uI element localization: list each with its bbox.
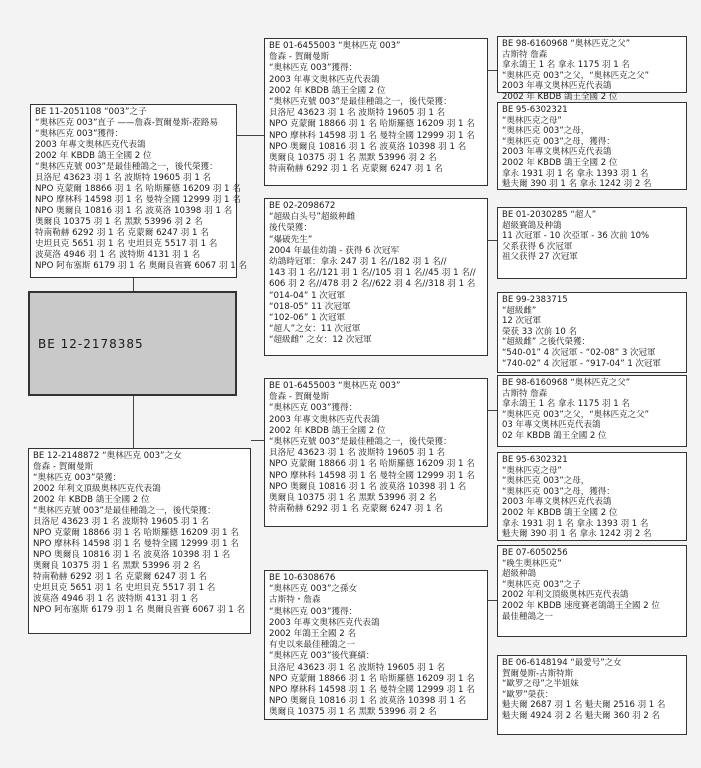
pedigree-text-line: NPO 奥爾良 10816 羽 1 名 波莫洛 10398 羽 1 名 — [269, 696, 467, 707]
ring-number-line: BE 01-2030285 “超人” — [502, 210, 597, 220]
pedigree-text-line: “奥林匹克 003”直子 ——詹森-賀爾曼斯-蒞路易 — [35, 118, 219, 128]
ring-number-line: BE 07-6050256 — [502, 548, 568, 558]
great-grandparent-card-4[interactable] — [497, 292, 687, 373]
pedigree-text-line: 拿永鴿王 1 名 拿永 1175 羽 1 名 — [502, 399, 630, 410]
ring-number-line: BE 98-6160968 “奥林匹克之父” — [502, 378, 631, 388]
ring-number-line: BE 11-2051108 “003”之子 — [35, 107, 147, 117]
pedigree-text-line: “740-02” 4 次冠軍 - “917-04” 1 次冠軍 — [502, 358, 661, 369]
pedigree-text-line: 02 年 KBDB 鴿王全國 2 位 — [502, 430, 607, 441]
great-grandparent-card-7[interactable] — [497, 545, 687, 637]
pedigree-text-line: 奥爾良 10375 羽 1 名 黑默 53996 羽 2 名 — [269, 493, 437, 504]
ring-number-line: BE 95-6302321 — [502, 105, 568, 115]
pedigree-text-line: “奥林匹克號 003”是最佳種鴿之一，後代榮獲： — [35, 162, 218, 172]
pedigree-text-line: “晚生奥林匹克” — [502, 558, 562, 569]
pedigree-text-line: “超級白头号”超級种雌 — [269, 212, 356, 223]
pedigree-text-line: NPO 克蒙爾 18866 羽 1 名 哈斯羅德 16209 羽 1 名 — [35, 184, 241, 194]
ring-number-line: BE 12-2148872 “奥林匹克 003”之女 — [33, 451, 182, 461]
pedigree-text-line: 143 羽 1 名//121 羽 1 名//105 羽 1 名//45 羽 1 名// — [269, 268, 476, 279]
pedigree-text-line: “奥林匹克號 003”是最佳種鴿之一，後代榮獲： — [269, 97, 452, 108]
pedigree-text-line: 貝洛尼 43623 羽 1 名 波斯特 19605 羽 1 名 — [269, 108, 446, 119]
pedigree-text-line: NPO 克蒙爾 18866 羽 1 名 哈斯羅德 16209 羽 1 名 — [269, 673, 475, 684]
connector-line — [488, 70, 497, 71]
pedigree-text-line: “爆破先生” — [269, 234, 313, 245]
pedigree-text-line: 2002 年 KBDB 鴿王全國 2 位 — [33, 495, 150, 505]
pedigree-text-line: 史坦貝克 5651 羽 1 名 史坦貝克 5517 羽 1 名 — [33, 583, 216, 593]
pedigree-text-line: 父系获得 6 次冠軍 — [502, 241, 573, 252]
pedigree-text-line: 03 年專文奥林匹克代表鴿 — [502, 420, 601, 431]
pedigree-text-line: 超級种鴿 — [502, 569, 537, 580]
pedigree-text-line: 特南勒赫 6292 羽 1 名 克蒙爾 6247 羽 1 名 — [35, 228, 209, 238]
paternal-granddam-card[interactable] — [264, 198, 488, 356]
pedigree-text-line: 最佳種鴿之一 — [502, 611, 554, 622]
pedigree-text-line: “540-01” 4 次冠軍 - “02-08” 3 次冠軍 — [502, 347, 656, 358]
maternal-grandsire-card[interactable] — [264, 378, 488, 527]
pedigree-text-line: 古斯特 詹森 — [502, 49, 548, 60]
pedigree-text-line: 2002 年 KBDB 鴿王全國 2 位 — [502, 507, 618, 518]
ring-number-line: BE 10-6308676 — [269, 573, 336, 583]
pedigree-text-line: 奥爾良 10375 羽 1 名 黑默 53996 羽 2 名 — [35, 217, 203, 227]
pedigree-text-line: 貝洛尼 43623 羽 1 名 波斯特 19605 羽 1 名 — [35, 173, 212, 183]
pedigree-text-line: “奥林匹克 003”之母，獲得： — [502, 136, 615, 147]
pedigree-text-line: 拿永 1931 羽 1 名 拿永 1393 羽 1 名 — [502, 168, 649, 179]
pedigree-text-line: 2004 年最佳幼鴿 - 获得 6 次冠军 — [269, 245, 400, 256]
pedigree-text-line: 2003 年專文奥林匹克代表鴿 — [269, 74, 380, 85]
pedigree-text-line: NPO 摩林科 14598 羽 1 名 曼特全國 12999 羽 1 名 — [269, 470, 475, 481]
pedigree-text-line: “超級雌” 之女：12 次冠軍 — [269, 335, 372, 346]
pedigree-text-line: NPO 摩林科 14598 羽 1 名 曼特全國 12999 羽 1 名 — [33, 539, 239, 549]
pedigree-text-line: “奥林匹克 003”之母，獲得： — [502, 486, 615, 497]
pedigree-text-line: 史坦貝克 5651 羽 1 名 史坦貝克 5517 羽 1 名 — [35, 239, 218, 249]
pedigree-text-line: “奥林匹克 003”後代賽績： — [269, 651, 375, 662]
pedigree-text-line: 詹森 - 賀爾曼斯 — [269, 392, 330, 403]
pedigree-text-line: NPO 奥爾良 10816 羽 1 名 波莫洛 10398 羽 1 名 — [269, 481, 467, 492]
pedigree-text-line: 2002 年鴿王全國 2 名 — [269, 629, 357, 640]
pedigree-text-line: NPO 摩林科 14598 羽 1 名 曼特全國 12999 羽 1 名 — [269, 685, 475, 696]
paternal-grandsire-card[interactable] — [264, 38, 488, 186]
pedigree-text-line: 2002 年 KBDB 鴿王全國 2 位 — [502, 157, 618, 168]
connector-line — [488, 600, 497, 601]
pedigree-text-line: NPO 克蒙爾 18866 羽 1 名 哈斯羅德 16209 羽 1 名 — [269, 119, 475, 130]
pedigree-text-line: “奥林匹克 003”獲得： — [269, 403, 358, 414]
pedigree-text-line: “奥林匹克 003”獲得： — [269, 606, 358, 617]
pedigree-text-line: NPO 奥爾良 10816 羽 1 名 波莫洛 10398 羽 1 名 — [33, 550, 231, 560]
pedigree-text-line: 魁夫爾 390 羽 1 名 拿永 1242 羽 2 名 — [502, 179, 652, 190]
pedigree-text-line: “奥林匹克 003”之母， — [502, 476, 590, 487]
pedigree-text-line: 2002 年 KBDB 鴿王全國 2 位 — [35, 151, 152, 161]
pedigree-text-line: “奥林匹克 003”之子 — [502, 579, 581, 590]
pedigree-text-line: 貝洛尼 43623 羽 1 名 波斯特 19605 羽 1 名 — [269, 662, 446, 673]
pedigree-text-line: 幼鴿時冠軍：拿永 247 羽 1 名//182 羽 1 名// — [269, 257, 447, 268]
ring-number-line: BE 98-6160968 “奥林匹克之父” — [502, 39, 631, 49]
pedigree-text-line: 祖父获得 27 次冠軍 — [502, 252, 578, 263]
pedigree-text-line: “018-05” 11 次冠軍 — [269, 301, 351, 312]
pedigree-text-line: 波莫洛 4946 羽 1 名 波特斯 4131 羽 1 名 — [35, 250, 201, 260]
great-grandparent-card-1[interactable] — [497, 36, 687, 102]
pedigree-text-line: 詹森 - 賀爾曼斯 — [33, 462, 94, 472]
pedigree-text-line: NPO 摩林科 14598 羽 1 名 曼特全國 12999 羽 1 名 — [269, 130, 475, 141]
connector-line — [488, 240, 497, 241]
pedigree-text-line: 2003 年專文奥林匹克代表鴿 — [502, 147, 612, 158]
pedigree-text-line: 波莫洛 4946 羽 1 名 波特斯 4131 羽 1 名 — [33, 594, 199, 604]
pedigree-text-line: 貝洛尼 43623 羽 1 名 波斯特 19605 羽 1 名 — [269, 448, 446, 459]
pedigree-text-line: NPO 克蒙爾 18866 羽 1 名 哈斯羅德 16209 羽 1 名 — [33, 528, 239, 538]
pedigree-text-line: 2003 年專文奥林匹克代表鴿 — [502, 497, 612, 508]
pedigree-text-line: 後代榮獲： — [269, 223, 312, 234]
pedigree-text-line: NPO 克蒙爾 18866 羽 1 名 哈斯羅德 16209 羽 1 名 — [269, 459, 475, 470]
subject-pigeon-box[interactable] — [28, 291, 237, 396]
pedigree-text-line: “奥林匹克之母” — [502, 115, 562, 126]
pedigree-text-line: 貝洛尼 43623 羽 1 名 波斯特 19605 羽 1 名 — [33, 517, 210, 527]
connector-line — [133, 396, 134, 448]
pedigree-text-line: 2002 年 KBDB 鴿王全國 2 位 — [269, 85, 386, 96]
pedigree-text-line: “014-04” 1 次冠軍 — [269, 290, 346, 301]
pedigree-text-line: “奥林匹克 003”獲得： — [269, 63, 358, 74]
pedigree-text-line: 詹森 - 賀爾曼斯 — [269, 52, 330, 63]
ring-number-line: BE 02-2098672 — [269, 201, 336, 211]
pedigree-text-line: “奥林匹克 003”之父，“奥林匹克之父” — [502, 409, 650, 420]
pedigree-text-line: 拿永 1931 羽 1 名 拿永 1393 羽 1 名 — [502, 518, 649, 529]
pedigree-text-line: 拿永鴿王 1 名 拿永 1175 羽 1 名 — [502, 60, 630, 71]
pedigree-text-line: 有史以來最佳種鴿之一 — [269, 640, 355, 651]
pedigree-text-line: “奥林匹克 003”榮獲： — [33, 473, 122, 483]
pedigree-text-line: “奥林匹克 003”之母， — [502, 126, 590, 137]
pedigree-text-line: 魁夫爾 4924 羽 2 名 魁夫爾 360 羽 2 名 — [502, 710, 660, 721]
ring-number-line: BE 01-6455003 “奥林匹克 003” — [269, 381, 401, 391]
pedigree-text-line: “超級雌” 之後代榮獲： — [502, 337, 591, 348]
pedigree-text-line: 榮获 33 次前 10 名 — [502, 326, 577, 337]
pedigree-text-line: “歐罗之母”之半姐妹 — [502, 679, 579, 690]
great-grandparent-card-8[interactable] — [497, 655, 687, 735]
ring-number-line: BE 06-6148194 “最愛号”之女 — [502, 658, 622, 668]
pedigree-text-line: 特南勒赫 6292 羽 1 名 克蒙爾 6247 羽 1 名 — [269, 504, 443, 515]
pedigree-text-line: 2002 年利文頂級奥林匹克代表鴿 — [33, 484, 161, 494]
pedigree-text-line: 古斯特 詹森 — [502, 388, 548, 399]
pedigree-text-line: 魁夫爾 390 羽 1 名 拿永 1242 羽 2 名 — [502, 529, 652, 540]
pedigree-text-line: 2003 年專文奥林匹克代表鴿 — [269, 617, 380, 628]
ring-number-line: BE 95-6302321 — [502, 455, 568, 465]
great-grandparent-card-5[interactable] — [497, 375, 687, 447]
pedigree-text-line: 12 次冠軍 — [502, 316, 542, 327]
ring-number-line: BE 99-2383715 — [502, 295, 568, 305]
pedigree-text-line: 2002 年利文頂級奥林匹克代表鴿 — [502, 590, 629, 601]
pedigree-text-line: 2003 年專文奥林匹克代表鴿 — [35, 140, 146, 150]
pedigree-text-line: “歐罗”榮获： — [502, 689, 554, 700]
pedigree-text-line: 古斯特・詹森 — [269, 595, 321, 606]
pedigree-text-line: 606 羽 2 名//478 羽 2 名//622 羽 4 名//318 羽 1 名 — [269, 279, 476, 290]
pedigree-text-line: 特南勒赫 6292 羽 1 名 克蒙爾 6247 羽 1 名 — [33, 572, 207, 582]
great-grandparent-card-2[interactable] — [497, 102, 687, 190]
pedigree-text-line: NPO 奥爾良 10816 羽 1 名 波莫洛 10398 羽 1 名 — [35, 206, 233, 216]
pedigree-text-line: NPO 奥爾良 10816 羽 1 名 波莫洛 10398 羽 1 名 — [269, 141, 467, 152]
pedigree-text-line: “奥林匹克 003”之孫女 — [269, 584, 358, 595]
pedigree-text-line: 2003 年專文奥林匹克代表鴿 — [502, 81, 612, 92]
pedigree-text-line: “奥林匹克之母” — [502, 465, 562, 476]
great-grandparent-card-6[interactable] — [497, 452, 687, 541]
pedigree-text-line: 奥爾良 10375 羽 1 名 黑默 53996 羽 2 名 — [269, 707, 437, 718]
connector-line — [488, 410, 497, 411]
pedigree-text-line: 2002 年 KBDB 速度賽老鴿鴿王全國 2 位 — [502, 600, 660, 611]
pedigree-text-line: 魁夫爾 2687 羽 1 名 魁夫爾 2516 羽 1 名 — [502, 700, 666, 711]
pedigree-text-line: “奥林匹克 003”之父，“奥林匹克之父” — [502, 70, 650, 81]
pedigree-text-line: “102-06” 1 次冠軍 — [269, 313, 346, 324]
connector-line — [251, 440, 264, 441]
pedigree-text-line: 特南勒赫 6292 羽 1 名 克蒙爾 6247 羽 1 名 — [269, 164, 443, 175]
pedigree-text-line: 奥爾良 10375 羽 1 名 黑默 53996 羽 2 名 — [269, 153, 437, 164]
sire-card[interactable] — [30, 104, 248, 278]
pedigree-text-line: “奥林匹克 003”獲得： — [35, 129, 124, 139]
subject-ring-number: BE 12-2178385 — [38, 337, 144, 351]
maternal-granddam-card[interactable] — [264, 570, 488, 720]
dam-card[interactable] — [28, 448, 251, 634]
pedigree-text-line: 賀爾曼斯-古斯特斯 — [502, 668, 574, 679]
pedigree-text-line: 超級賽鴿及种鴿 — [502, 220, 562, 231]
pedigree-text-line: “超人”之女：11 次冠軍 — [269, 324, 361, 335]
connector-line — [237, 135, 264, 136]
pedigree-text-line: “奥林匹克號 003”是最佳種鴿之一，後代榮獲： — [33, 506, 216, 516]
pedigree-text-line: 2002 年 KBDB 鴿王全國 2 位 — [502, 91, 618, 102]
pedigree-text-line: 2003 年專文奥林匹克代表鴿 — [269, 414, 380, 425]
connector-line — [133, 278, 134, 291]
pedigree-text-line: “奥林匹克號 003”是最佳種鴿之一，後代榮獲： — [269, 437, 452, 448]
pedigree-text-line: NPO 阿布塞斯 6179 羽 1 名 奥爾良省賽 6067 羽 1 名 — [33, 605, 246, 615]
ring-number-line: BE 01-6455003 “奥林匹克 003” — [269, 41, 401, 51]
pedigree-text-line: 2002 年 KBDB 鴿王全國 2 位 — [269, 425, 386, 436]
pedigree-text-line: 11 次冠軍 - 10 次亞軍 - 36 次前 10% — [502, 231, 650, 242]
pedigree-text-line: NPO 阿布塞斯 6179 羽 1 名 奥爾良省賽 6067 羽 1 名 — [35, 261, 248, 271]
pedigree-text-line: “超級雌” — [502, 305, 537, 316]
pedigree-text-line: NPO 摩林科 14598 羽 1 名 曼特全國 12999 羽 1 名 — [35, 195, 241, 205]
pedigree-text-line: 奥爾良 10375 羽 1 名 黑默 53996 羽 2 名 — [33, 561, 201, 571]
great-grandparent-card-3[interactable] — [497, 207, 687, 279]
